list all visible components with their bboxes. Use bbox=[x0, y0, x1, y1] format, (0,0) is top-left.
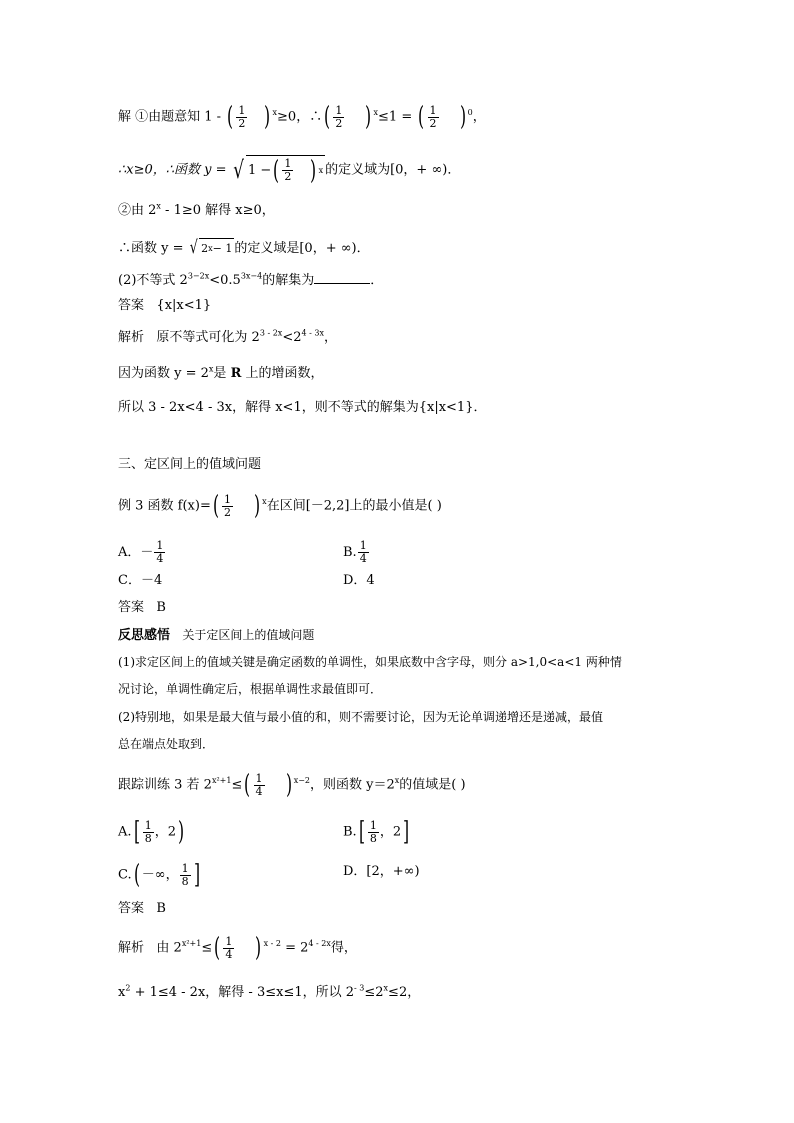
analysis-line-5: $x^2 + 1\le 4 - 2x$，解得 - 3≤x≤1，所以 $2^{- 3}\le 2^x\le 2$， bbox=[118, 983, 421, 1000]
section-heading: 三、定区间上的值域问题 bbox=[118, 457, 262, 472]
fraction: $\frac{1}{2}$ bbox=[238, 103, 246, 130]
answer-value: {x|x<1} bbox=[156, 298, 212, 313]
option-d: D．4 bbox=[343, 573, 375, 588]
question-2: (2)不等式 $2^{3-2x}<0.5^{3x-4}$的解集为 ． bbox=[118, 271, 384, 288]
option-c: C．－4 bbox=[118, 573, 163, 588]
analysis-line-3: 所以 3 - 2x<4 - 3x，解得 x<1，则不等式的解集为{x|x<1}． bbox=[118, 400, 487, 415]
reflection-1b: 况讨论，单调性确定后，根据单调性求最值即可． bbox=[118, 682, 383, 696]
reflection-2a: (2)特别地，如果是最大值与最小值的和，则不需要讨论，因为无论单调递增还是递减，最值 bbox=[118, 710, 604, 724]
solution-line-3: ②由 2$^x$ - 1≥0 解得 x≥0， bbox=[118, 201, 275, 218]
answer-blank bbox=[314, 271, 370, 284]
training-option-b: B.[ $\frac{1}{8}$ ，2] bbox=[343, 817, 410, 847]
training-option-c: C.( －∞， $\frac{1}{8}$ ] bbox=[118, 860, 200, 890]
analysis-line-4: 解析 由 $2^{x^2+1}\le$( $\frac{1}{4}$ ) $^{x - 2} = 2^{4 - 2x}$得， bbox=[118, 933, 357, 963]
answer-label: 答案 bbox=[118, 298, 145, 313]
answer-line-3: 答案 B bbox=[118, 600, 166, 615]
reflection-title: 反思感悟 关于定区间上的值域问题 bbox=[118, 628, 315, 643]
analysis-line-2: 因为函数 $y = 2^x$是 R 上的增函数， bbox=[118, 364, 324, 381]
analysis-line-1: 解析 原不等式可化为 $2^{3 - 2x}<2^{4 - 3x}$， bbox=[118, 328, 337, 345]
solution-line-2: ∴x≥0，∴函数 y = √ 1 − ( $\frac{1}{2}$ ) x 的定义域为[0，+ ∞)． bbox=[118, 155, 461, 186]
training-3: 跟踪训练 3 若 $2^{x^2+1}\le$( $\frac{1}{4}$ ) $^{x-2}$，则函数 $y=2^x$的值域是( ) bbox=[118, 770, 466, 800]
sqrt-expression: √ 1 − ( $\frac{1}{2}$ ) x bbox=[232, 155, 324, 186]
example-3: 例 3 函数 f(x)=( $\frac{1}{2}$ ) $^x$在区间[－2,2]上的最小值是( ) bbox=[118, 491, 442, 521]
answer-line-4: 答案 B bbox=[118, 901, 166, 916]
analysis-label: 解析 bbox=[118, 330, 145, 345]
training-option-d: D．[2，+∞) bbox=[343, 864, 420, 879]
reflection-2b: 总在端点处取到． bbox=[118, 737, 215, 751]
solution-line-1: 解 ①由题意知 1 - ( $\frac{1}{2}$ ) $^x$≥0，∴( $\frac{1}{2}$ ) $^x$≤1 = ( $\frac{1}{2}$ ) $^0$， bbox=[118, 102, 486, 132]
text: 解 ①由题意知 1 - bbox=[118, 109, 226, 125]
option-a: A．－ $\frac{1}{4}$ bbox=[118, 539, 164, 565]
answer-line-2 bbox=[118, 296, 211, 316]
option-b: B. $\frac{1}{4}$ bbox=[343, 539, 367, 565]
training-option-a: A.[ $\frac{1}{8}$ ，2) bbox=[118, 817, 185, 847]
reflection-1a: (1)求定区间上的值域关键是确定函数的单调性，如果底数中含字母，则分 a>1,0<a<1 两种情 bbox=[118, 655, 622, 669]
solution-line-4: ∴函数 y = √ 2 x − 1 的定义域是[0，+ ∞)． bbox=[118, 237, 370, 258]
